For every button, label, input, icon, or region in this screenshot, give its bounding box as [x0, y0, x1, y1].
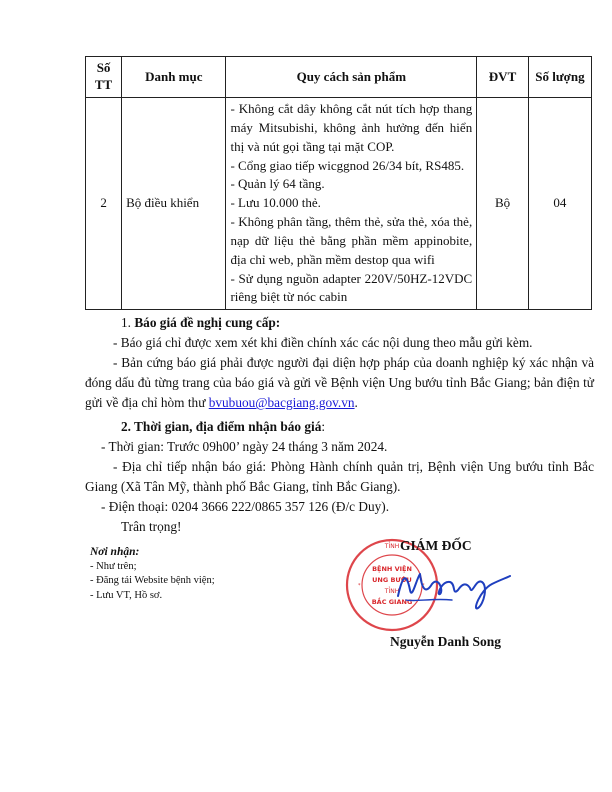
- spec-line: - Sử dụng nguồn adapter 220V/50HZ-12VDC riêng biệt từ nóc cabin: [230, 270, 473, 305]
- svg-text:BỆNH VIỆN: BỆNH VIỆN: [372, 565, 412, 573]
- table-header-row: [86, 57, 592, 98]
- section1-line2: [85, 353, 594, 413]
- recipient-item: - Lưu VT, Hồ sơ.: [90, 589, 163, 601]
- recipient-item: - Như trên;: [90, 560, 137, 572]
- closing-text: Trân trọng!: [121, 519, 182, 534]
- spec-line: - Lưu 10.000 thẻ.: [230, 195, 321, 211]
- recipients-block: [90, 545, 310, 603]
- body-text: [85, 313, 594, 537]
- svg-text:UNG BƯỚU: UNG BƯỚU: [372, 576, 412, 584]
- table-row: [86, 98, 592, 310]
- svg-text:TỈNH: TỈNH: [384, 588, 400, 595]
- spec-line: - Không phân tầng, thêm thẻ, sửa thẻ, xóa thẻ, nạp dữ liệu thẻ bằng phần mềm appinobite, địa chỉ web, phần mềm destop qua wifi: [230, 214, 473, 267]
- header-unit: ĐVT: [477, 57, 529, 98]
- email-link[interactable]: bvubuou@bacgiang.gov.vn: [208, 395, 355, 410]
- spec-line: - Không cắt dây không cắt nút tích hợp thang máy Mitsubishi, không ảnh hưởng đến hiển thị và nút gọi tầng tại mặt COP.: [230, 101, 473, 154]
- section2-address: - Địa chỉ tiếp nhận báo giá: Phòng Hành chính quản trị, Bệnh viện Ung bướu tỉnh Bắc Giang (Xã Tân Mỹ, thành phố Bắc Giang, tỉnh Bắc Giang).: [85, 459, 594, 494]
- section1-line1: - Báo giá chỉ được xem xét khi điền chính xác các nội dung theo mẫu gửi kèm.: [113, 335, 533, 350]
- handwritten-signature: [392, 560, 512, 614]
- section2-phone: - Điện thoại: 0204 3666 222/0865 357 126 (Đ/c Duy).: [101, 499, 390, 514]
- header-qty: Số lượng: [528, 57, 591, 98]
- section1-number: 1.: [121, 315, 131, 330]
- section1-title: Báo giá đề nghị cung cấp:: [134, 315, 281, 330]
- signer-name: Nguyễn Danh Song: [390, 634, 502, 649]
- cell-stt: 2: [86, 98, 122, 310]
- spec-line: - Quản lý 64 tầng.: [230, 176, 325, 192]
- header-stt: Số TT: [86, 57, 122, 98]
- signer-title: GIÁM ĐỐC: [400, 538, 472, 553]
- recipient-item: - Đăng tải Website bệnh viện;: [90, 575, 215, 586]
- section1-line2-end: .: [354, 395, 358, 410]
- header-category: Danh mục: [122, 57, 226, 98]
- svg-text:*: *: [422, 583, 425, 589]
- header-spec: Quy cách sản phẩm: [226, 57, 477, 98]
- product-spec-table: [85, 56, 592, 310]
- section2-title: 2. Thời gian, địa điểm nhận báo giá: [121, 419, 322, 434]
- svg-text:BẮC GIANG: BẮC GIANG: [371, 598, 413, 606]
- section2-colon: :: [321, 419, 326, 434]
- svg-text:*: *: [358, 583, 361, 589]
- section2-heading: [85, 417, 594, 437]
- spec-line: - Cổng giao tiếp wicggnod 26/34 bít, RS485.: [230, 157, 465, 173]
- cell-spec: [226, 98, 477, 310]
- cell-category: Bộ điều khiển: [122, 98, 226, 310]
- cell-qty: 04: [528, 98, 591, 310]
- section2-time: - Thời gian: Trước 09h00’ ngày 24 tháng 3 năm 2024.: [101, 439, 388, 454]
- section1-heading: [85, 313, 594, 333]
- svg-text:TỈNH: TỈNH: [384, 543, 400, 550]
- recipients-title: Nơi nhận:: [90, 546, 140, 558]
- section1-line2-text: - Bản cứng báo giá phải được người đại diện hợp pháp của doanh nghiệp ký xác nhận và đóng dấu đủ từng trang của báo giá và gửi về Bệnh viện Ung bướu tỉnh Bắc Giang; bản điện tử gửi về địa chỉ hòm thư: [85, 355, 594, 410]
- cell-unit: Bộ: [477, 98, 529, 310]
